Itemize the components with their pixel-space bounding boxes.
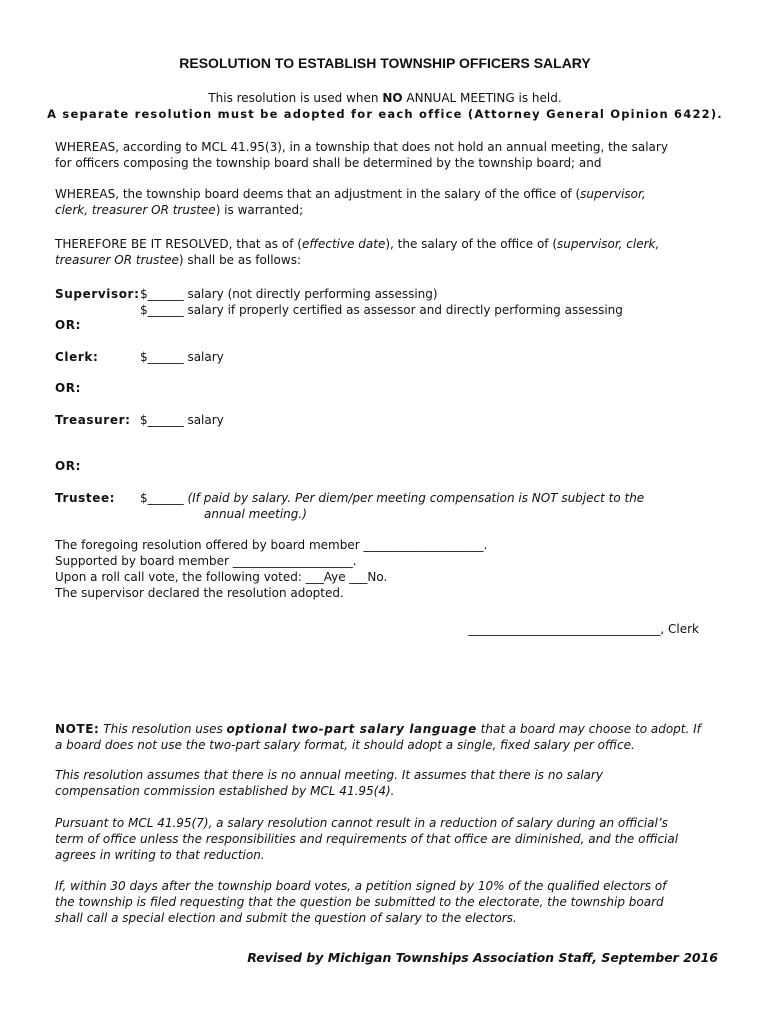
vote-declared-line: The supervisor declared the resolution adopted.	[55, 586, 344, 600]
note-para-4-line-1: If, within 30 days after the township board votes, a petition signed by 10% of the qualified electors of	[55, 879, 667, 893]
clerk-salary-line: $______ salary	[140, 350, 224, 364]
document-title: RESOLUTION TO ESTABLISH TOWNSHIP OFFICERS SALARY	[179, 55, 591, 71]
note-para-1-line-1	[55, 721, 701, 737]
trustee-amount: $______	[140, 491, 188, 505]
note-text-end: that a board may choose to adopt. If	[476, 722, 701, 736]
note-para-4-line-3: shall call a special election and submit the question of salary to the electors.	[55, 911, 517, 925]
therefore-text: THEREFORE BE IT RESOLVED, that as of (	[55, 237, 302, 251]
intro-text-end: ANNUAL MEETING is held.	[402, 91, 562, 105]
or-label-3: OR:	[55, 459, 82, 473]
therefore-line-1	[55, 236, 659, 252]
whereas-2-italic: supervisor,	[580, 187, 646, 201]
supervisor-salary-line-2: $______ salary if properly certified as assessor and directly performing assessing	[140, 303, 623, 317]
supervisor-salary-line-1: $______ salary (not directly performing assessing)	[140, 287, 438, 301]
intro-no-emphasis: NO	[382, 91, 403, 105]
note-para-3-line-3: agrees in writing to that reduction.	[55, 848, 265, 862]
note-text: This resolution uses	[99, 722, 227, 736]
revised-footer: Revised by Michigan Townships Association Staff, September 2016	[247, 950, 718, 965]
note-para-2-line-1: This resolution assumes that there is no annual meeting. It assumes that there is no salary	[55, 768, 603, 782]
therefore-offices: supervisor, clerk,	[557, 237, 660, 251]
vote-roll-call-line: Upon a roll call vote, the following voted: ___Aye ___No.	[55, 570, 388, 584]
intro-line-2: A separate resolution must be adopted for each office (Attorney General Opinion 6422).	[47, 107, 723, 121]
therefore-offices-cont: treasurer OR trustee	[55, 253, 179, 267]
treasurer-salary-line: $______ salary	[140, 413, 224, 427]
note-para-1-line-2: a board does not use the two-part salary format, it should adopt a single, fixed salary per office.	[55, 738, 635, 752]
note-para-3-line-1: Pursuant to MCL 41.95(7), a salary resolution cannot result in a reduction of salary during an official’s	[55, 816, 668, 830]
note-para-2-line-2: compensation commission established by MCL 41.95(4).	[55, 784, 395, 798]
therefore-effective-date: effective date	[301, 237, 386, 251]
or-label-1: OR:	[55, 318, 82, 332]
whereas-1-line-2: for officers composing the township board shall be determined by the township board; and	[55, 156, 602, 170]
note-para-3-line-2: term of office unless the responsibilities and requirements of that office are diminished, and the official	[55, 832, 679, 846]
whereas-2-line-1	[55, 186, 646, 202]
whereas-1-line-1: WHEREAS, according to MCL 41.95(3), in a township that does not hold an annual meeting, the salary	[55, 140, 668, 154]
or-label-2: OR:	[55, 381, 82, 395]
vote-supported-line: Supported by board member ____________________.	[55, 554, 357, 568]
supervisor-label: Supervisor:	[55, 287, 140, 301]
clerk-signature-line: ________________________________, Clerk	[468, 622, 699, 636]
intro-line-1	[0, 90, 770, 106]
whereas-2-italic-offices: clerk, treasurer OR trustee	[55, 203, 216, 217]
treasurer-label: Treasurer:	[55, 413, 131, 427]
trustee-note: (If paid by salary. Per diem/per meeting compensation is NOT subject to the	[187, 491, 645, 505]
intro-text: This resolution is used when	[208, 91, 383, 105]
therefore-line-2	[55, 252, 301, 268]
trustee-salary-line	[140, 490, 644, 506]
therefore-text-end: ) shall be as follows:	[178, 253, 301, 267]
whereas-2-text-end: ) is warranted;	[215, 203, 304, 217]
clerk-label: Clerk:	[55, 350, 99, 364]
therefore-text-mid: ), the salary of the office of (	[385, 237, 558, 251]
whereas-2-text: WHEREAS, the township board deems that an adjustment in the salary of the office of (	[55, 187, 581, 201]
trustee-label: Trustee:	[55, 491, 116, 505]
trustee-note-cont: annual meeting.)	[204, 507, 307, 521]
note-emphasis: optional two-part salary language	[226, 722, 477, 736]
note-label: NOTE:	[55, 722, 100, 736]
note-para-4-line-2: the township is filed requesting that the question be submitted to the electorate, the township board	[55, 895, 664, 909]
vote-offered-line: The foregoing resolution offered by board member ____________________.	[55, 538, 488, 552]
whereas-2-line-2	[55, 202, 303, 218]
